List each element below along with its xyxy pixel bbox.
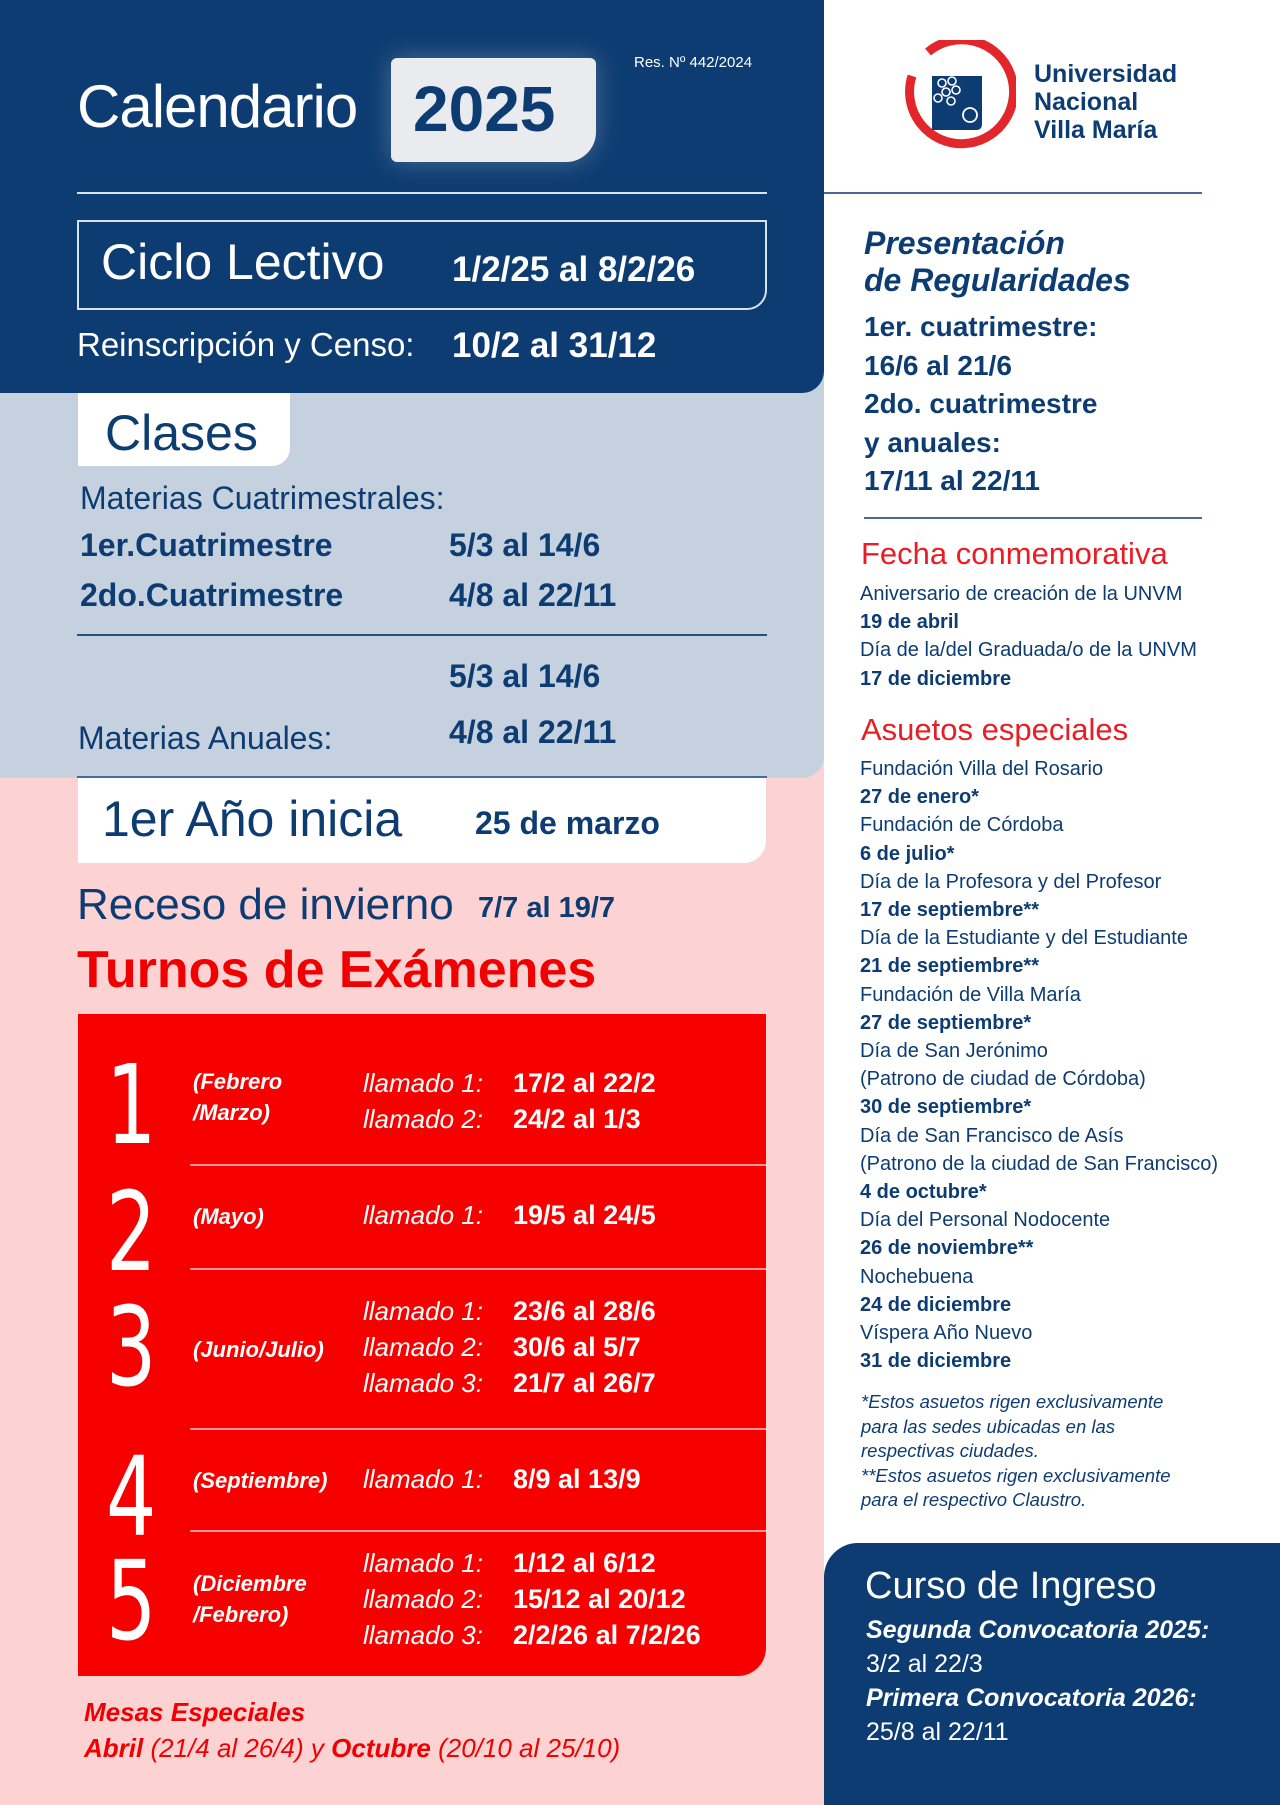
note-line: *Estos asuetos rigen exclusivamente xyxy=(861,1391,1164,1412)
turno-5-number: 5 xyxy=(106,1537,157,1665)
list-item-date: 19 de abril xyxy=(860,611,959,634)
university-name xyxy=(1034,60,1177,144)
note-line: para las sedes ubicadas en las xyxy=(861,1415,1116,1437)
list-item-date: 26 de noviembre** xyxy=(860,1237,1034,1260)
turno-5-llamado-1 xyxy=(363,1548,763,1584)
primer-anio-date: 25 de marzo xyxy=(475,805,660,841)
regularidades-divider xyxy=(864,517,1202,519)
turno-divider xyxy=(190,1530,766,1532)
curso-ingreso-title: Curso de Ingreso xyxy=(865,1565,1157,1607)
convocatoria-dates: 3/2 al 22/3 xyxy=(866,1650,983,1678)
list-item: (Patrono de ciudad de Córdoba) xyxy=(860,1068,1146,1091)
turno-divider xyxy=(190,1164,766,1166)
turno-1-month-line: /Marzo) xyxy=(193,1100,270,1125)
turno-divider xyxy=(190,1428,766,1430)
conmemorativa-title: Fecha conmemorativa xyxy=(861,536,1168,571)
turno-2-number: 2 xyxy=(106,1168,157,1296)
cuatri-1-dates: 5/3 al 14/6 xyxy=(449,527,601,563)
list-item-date: 6 de julio* xyxy=(860,842,955,865)
conmemorativa-list xyxy=(860,580,1197,693)
llamado-dates: 2/2/26 al 7/2/26 xyxy=(513,1620,701,1650)
list-item-date: 21 de septiembre** xyxy=(860,955,1039,978)
list-item-date: 30 de septiembre* xyxy=(860,1096,1032,1119)
university-name-line: Villa María xyxy=(1034,116,1158,144)
turno-5-month-line: /Febrero) xyxy=(193,1602,289,1627)
list-item: Día de San Francisco de Asís xyxy=(860,1124,1124,1147)
turno-3-month-line: (Junio/Julio) xyxy=(193,1337,324,1362)
llamado-dates: 17/2 al 22/2 xyxy=(513,1068,656,1098)
ciclo-lectivo-label: Ciclo Lectivo xyxy=(101,234,385,290)
regularidades-title xyxy=(864,225,1131,299)
cuatri-2-label: 2do.Cuatrimestre xyxy=(80,577,344,613)
curso-ingreso-body xyxy=(866,1613,1209,1749)
llamado-label: llamado 1: xyxy=(363,1464,483,1494)
turno-3-llamado-1 xyxy=(363,1296,763,1332)
list-item: Fundación de Villa María xyxy=(860,983,1081,1006)
llamado-label: llamado 2: xyxy=(363,1584,483,1614)
llamado-label: llamado 2: xyxy=(363,1332,483,1362)
turno-divider xyxy=(190,1268,766,1270)
convocatoria-label: Segunda Convocatoria 2025: xyxy=(866,1616,1210,1644)
turno-4-months xyxy=(193,1465,327,1496)
list-item-date: 4 de octubre* xyxy=(860,1181,987,1204)
regularidades-line: y anuales: xyxy=(864,426,1001,458)
anual-dates-2: 4/8 al 22/11 xyxy=(449,714,617,750)
regularidades-body xyxy=(864,308,1097,501)
llamado-dates: 1/12 al 6/12 xyxy=(513,1548,656,1578)
turno-3-months xyxy=(193,1334,324,1365)
llamado-dates: 21/7 al 26/7 xyxy=(513,1368,656,1398)
turno-2-month-line: (Mayo) xyxy=(193,1204,264,1229)
list-item: Aniversario de creación de la UNVM xyxy=(860,583,1183,605)
turno-2-months xyxy=(193,1201,264,1232)
llamado-dates: 8/9 al 13/9 xyxy=(513,1464,641,1494)
asuetos-list xyxy=(860,755,1218,1375)
header-divider xyxy=(77,192,767,194)
anual-dates-1: 5/3 al 14/6 xyxy=(449,658,601,694)
turno-1-months xyxy=(193,1066,282,1128)
list-item: Nochebuena xyxy=(860,1265,974,1288)
reinscripcion-dates: 10/2 al 31/12 xyxy=(452,326,657,365)
llamado-dates: 19/5 al 24/5 xyxy=(513,1200,656,1230)
clases-title: Clases xyxy=(105,405,258,461)
llamado-label: llamado 1: xyxy=(363,1068,483,1098)
list-item-date: 24 de diciembre xyxy=(860,1293,1012,1316)
year-label: 2025 xyxy=(413,73,556,145)
list-item-date: 27 de enero* xyxy=(860,786,979,809)
turno-5-llamado-2 xyxy=(363,1584,763,1620)
reinscripcion-label: Reinscripción y Censo: xyxy=(77,326,415,363)
mesas-month-2: Octubre xyxy=(331,1733,431,1763)
turno-5-month-line: (Diciembre xyxy=(193,1571,307,1596)
university-name-line: Nacional xyxy=(1034,88,1139,116)
list-item: Día de la Profesora y del Profesor xyxy=(860,870,1162,893)
llamado-label: llamado 3: xyxy=(363,1620,483,1650)
note-line: para el respectivo Claustro. xyxy=(861,1489,1087,1510)
resolution-number: Res. Nº 442/2024 xyxy=(634,54,753,71)
regularidades-title-line: de Regularidades xyxy=(864,262,1131,298)
note-line: **Estos asuetos rigen exclusivamente xyxy=(861,1464,1171,1486)
list-item-date: 27 de septiembre* xyxy=(860,1011,1032,1034)
turno-3-llamado-3 xyxy=(363,1368,763,1404)
exam-turnos-table xyxy=(78,1014,766,1676)
regularidades-line: 16/6 al 21/6 xyxy=(864,349,1012,381)
mesas-range-1: (21/4 al 26/4) xyxy=(150,1733,304,1763)
turnos-title: Turnos de Exámenes xyxy=(77,941,597,999)
turno-1-llamado-1 xyxy=(363,1068,763,1104)
asuetos-title: Asuetos especiales xyxy=(861,712,1129,747)
list-item: Día de la/del Graduada/o de la UNVM xyxy=(860,639,1197,662)
turno-4-number: 4 xyxy=(106,1433,157,1561)
turno-5-llamado-3 xyxy=(363,1620,763,1656)
mesas-range-2: (20/10 al 25/10) xyxy=(438,1733,621,1763)
turno-2-llamado-1 xyxy=(363,1200,763,1236)
llamado-dates: 23/6 al 28/6 xyxy=(513,1296,656,1326)
university-logo-icon xyxy=(898,40,1016,158)
mesas-month-1: Abril xyxy=(84,1733,144,1763)
mesas-especiales-dates xyxy=(84,1733,620,1764)
turno-3-llamado-2 xyxy=(363,1332,763,1368)
llamado-dates: 24/2 al 1/3 xyxy=(513,1104,641,1134)
turno-1-number: 1 xyxy=(106,1041,157,1169)
regularidades-line: 2do. cuatrimestre xyxy=(864,388,1098,419)
regularidades-line: 1er. cuatrimestre: xyxy=(864,311,1098,342)
turno-4-llamado-1 xyxy=(363,1464,763,1500)
llamado-label: llamado 2: xyxy=(363,1104,483,1134)
convocatoria-label: Primera Convocatoria 2026: xyxy=(866,1684,1197,1712)
cuatrimestrales-label: Materias Cuatrimestrales: xyxy=(80,480,445,516)
university-name-line: Universidad xyxy=(1034,60,1178,88)
turno-5-months xyxy=(193,1568,307,1630)
turno-3-number: 3 xyxy=(106,1283,157,1411)
cuatri-2-dates: 4/8 al 22/11 xyxy=(449,577,617,613)
list-item: Fundación de Córdoba xyxy=(860,814,1064,837)
right-header-divider xyxy=(824,192,1202,194)
page-title: Calendario xyxy=(77,73,358,140)
regularidades-title-line: Presentación xyxy=(864,225,1065,261)
primer-anio-label: 1er Año inicia xyxy=(102,791,403,847)
list-item-date: 17 de diciembre xyxy=(860,667,1012,690)
regularidades-line: 17/11 al 22/11 xyxy=(864,465,1040,496)
llamado-label: llamado 1: xyxy=(363,1548,483,1578)
convocatoria-dates: 25/8 al 22/11 xyxy=(866,1718,1009,1746)
list-item: Día de la Estudiante y del Estudiante xyxy=(860,927,1188,950)
list-item: Fundación Villa del Rosario xyxy=(860,758,1104,780)
mesas-conj: y xyxy=(310,1733,324,1763)
list-item: Víspera Año Nuevo xyxy=(860,1322,1033,1345)
llamado-label: llamado 1: xyxy=(363,1200,483,1230)
llamado-label: llamado 3: xyxy=(363,1368,483,1398)
anuales-label: Materias Anuales: xyxy=(78,720,333,756)
receso-label: Receso de invierno xyxy=(77,880,454,929)
llamado-dates: 30/6 al 5/7 xyxy=(513,1332,641,1362)
list-item: (Patrono de la ciudad de San Francisco) xyxy=(860,1152,1218,1175)
llamado-label: llamado 1: xyxy=(363,1296,483,1326)
llamado-dates: 15/12 al 20/12 xyxy=(513,1584,686,1614)
asuetos-notes xyxy=(861,1390,1171,1513)
list-item-date: 31 de diciembre xyxy=(860,1350,1012,1373)
turno-4-month-line: (Septiembre) xyxy=(193,1468,328,1493)
list-item: Día de San Jerónimo xyxy=(860,1040,1048,1063)
turno-1-month-line: (Febrero xyxy=(193,1069,283,1094)
clases-divider xyxy=(77,634,767,636)
cuatri-1-label: 1er.Cuatrimestre xyxy=(80,527,333,563)
turno-1-llamado-2 xyxy=(363,1104,763,1140)
note-line: respectivas ciudades. xyxy=(861,1440,1039,1461)
receso-dates: 7/7 al 19/7 xyxy=(478,892,616,924)
list-item: Día del Personal Nodocente xyxy=(860,1209,1111,1232)
list-item-date: 17 de septiembre** xyxy=(860,899,1039,922)
ciclo-lectivo-dates: 1/2/25 al 8/2/26 xyxy=(452,250,696,289)
mesas-especiales-title: Mesas Especiales xyxy=(84,1697,306,1727)
